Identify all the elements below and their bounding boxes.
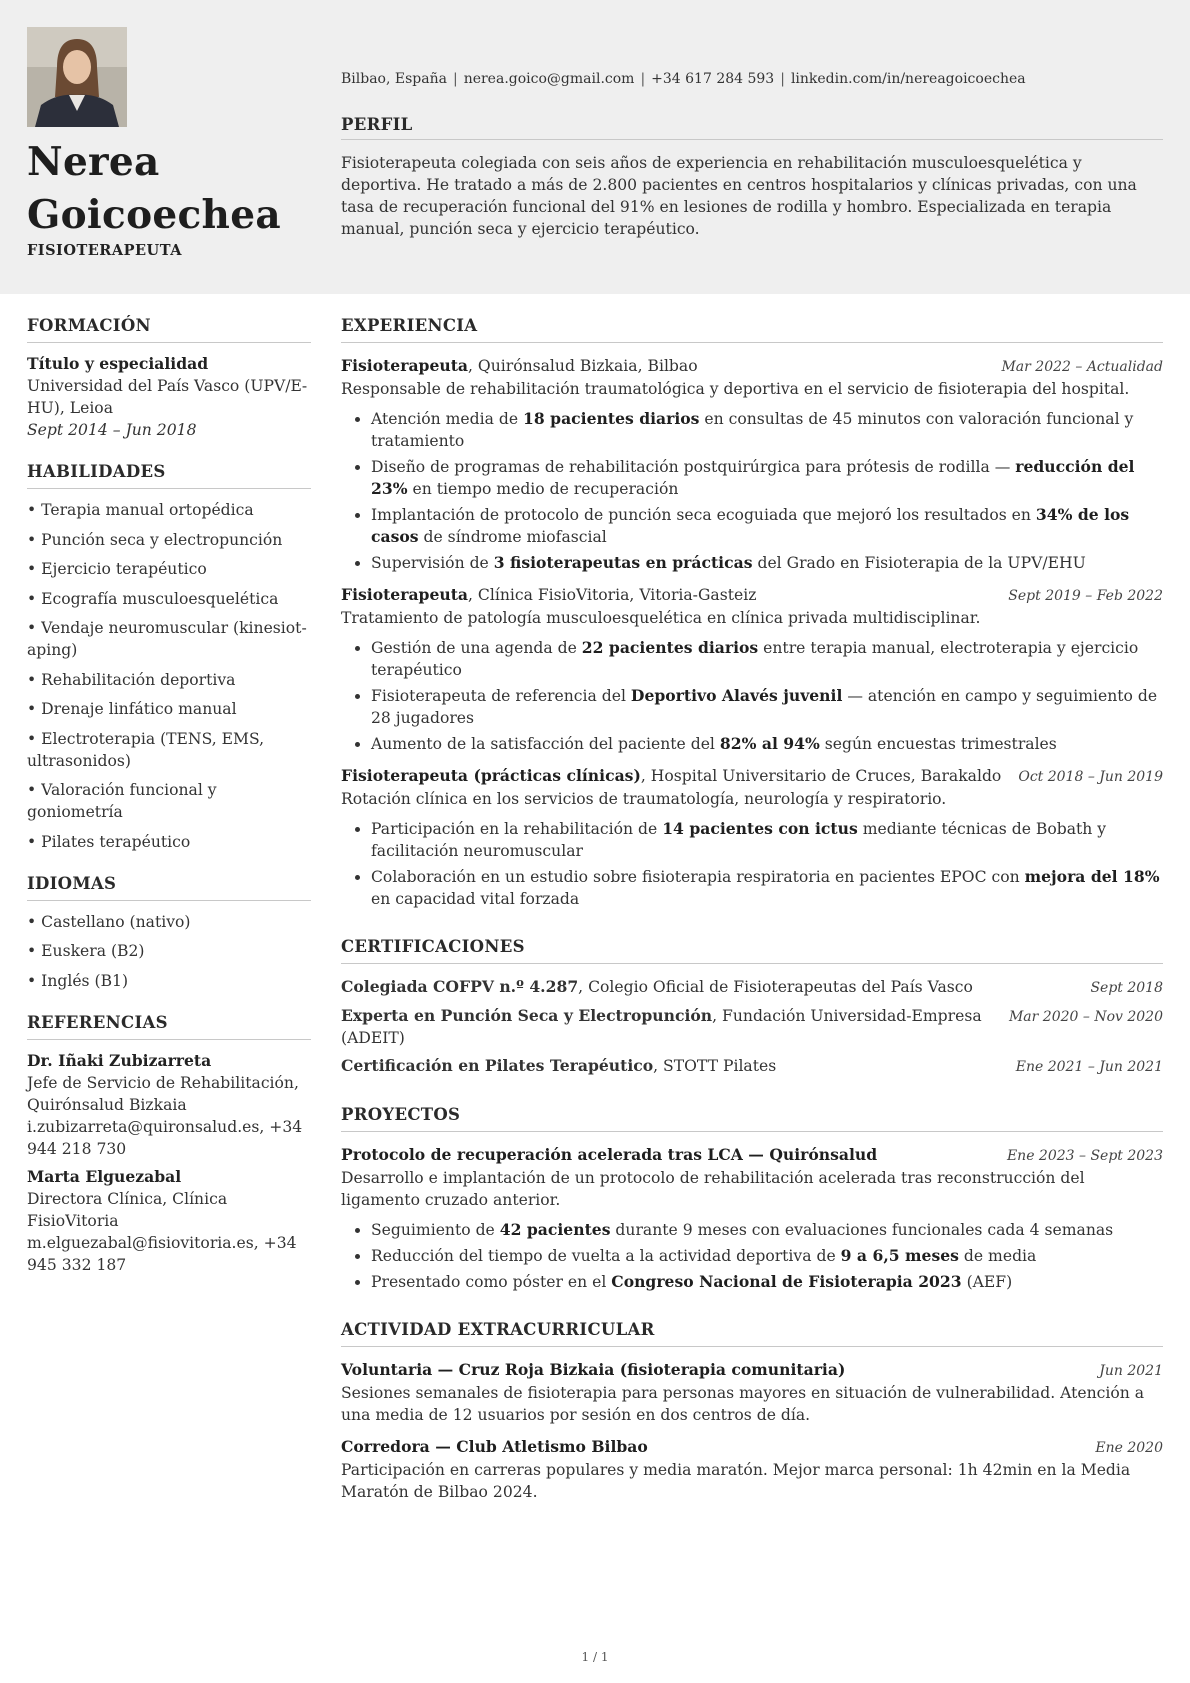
experiencia-title: EXPERIENCIA (341, 315, 1163, 343)
project-bullet: • Presentado como póster en el Congreso Nacional de Fisioterapia 2023 (AEF) (371, 1271, 1163, 1293)
name-first: Nerea (27, 139, 160, 185)
job-bullets (341, 408, 1163, 574)
job-title: FISIOTERAPEUTA (27, 242, 182, 259)
formacion-title: FORMACIÓN (27, 315, 311, 343)
contact-location: Bilbao, España (341, 71, 447, 87)
skill-item: • Punción seca y electropunción (27, 529, 311, 551)
reference-position: Jefe de Servicio de Rehabilitación, Quirónsalud Bizkaia (27, 1073, 299, 1114)
project-entry (341, 1144, 1163, 1293)
perfil-section (341, 115, 1163, 240)
cert-dates: Ene 2021 – Jun 2021 (1015, 1059, 1163, 1075)
skill-item: • Pilates terapéutico (27, 831, 311, 853)
activity-dates: Ene 2020 (1095, 1440, 1163, 1456)
job-bullets (341, 818, 1163, 910)
contact-separator: | (452, 71, 458, 87)
portrait-image (27, 27, 127, 127)
skill-item: • Drenaje linfático manual (27, 698, 311, 720)
contact-phone[interactable]: +34 617 284 593 (651, 71, 775, 87)
job-dates: Mar 2022 – Actualidad (1001, 359, 1163, 375)
languages-list (27, 911, 311, 992)
job-bullet: • Participación en la rehabilitación de 14 pacientes con ictus mediante técnicas de Bobath y facilitación neuromuscular (371, 818, 1163, 862)
project-dates: Ene 2023 – Sept 2023 (1006, 1148, 1163, 1164)
job-org: , Clínica FisioVitoria, Vitoria-Gasteiz (468, 586, 757, 604)
job-role: Fisioterapeuta (prácticas clínicas) (341, 766, 641, 785)
idiomas-title: IDIOMAS (27, 873, 311, 901)
proyectos-section (341, 1104, 1163, 1293)
project-bullet: • Reducción del tiempo de vuelta a la actividad deportiva de 9 a 6,5 meses de media (371, 1245, 1163, 1267)
page-number: 1 / 1 (581, 1650, 609, 1664)
language-item: • Castellano (nativo) (27, 911, 311, 933)
certificaciones-title: CERTIFICACIONES (341, 936, 1163, 964)
certificaciones-section (341, 936, 1163, 1078)
contact-separator: | (640, 71, 646, 87)
job-bullet: • Gestión de una agenda de 22 pacientes diarios entre terapia manual, electroterapia y ejercicio terapéutico (371, 637, 1163, 681)
skill-item: • Vendaje neuromuscular (kinesiotaping) (27, 617, 311, 661)
job-bullet: • Implantación de protocolo de punción seca ecoguiada que mejoró los resultados en 34% de los casos de síndrome miofascial (371, 504, 1163, 548)
skills-list (27, 499, 311, 853)
reference-contact[interactable]: m.elguezabal@fisiovitoria.es, +34 945 332 187 (27, 1233, 297, 1274)
job-role: Fisioterapeuta (341, 585, 469, 604)
cert-dates: Sept 2018 (1090, 980, 1163, 996)
extracurricular-title: ACTIVIDAD EXTRACURRICULAR (341, 1319, 1163, 1347)
reference-item (27, 1166, 311, 1276)
activity-dates: Jun 2021 (1099, 1363, 1163, 1379)
skill-item: • Valoración funcional y goniometría (27, 779, 311, 823)
reference-position: Directora Clínica, Clínica FisioVitoria (27, 1189, 228, 1230)
cert-item (341, 976, 1163, 999)
project-title: Protocolo de recuperación acelerada tras LCA — Quirónsalud (341, 1145, 878, 1164)
job-entry (341, 765, 1163, 910)
cert-item (341, 1005, 1163, 1049)
job-summary: Responsable de rehabilitación traumatológica y deportiva en el servicio de fisioterapia del hospital. (341, 380, 1130, 398)
activity-entry (341, 1436, 1163, 1503)
skill-item: • Ecografía musculoesquelética (27, 588, 311, 610)
experiencia-section (341, 315, 1163, 910)
left-column (27, 315, 311, 1296)
job-bullet: • Colaboración en un estudio sobre fisioterapia respiratoria en pacientes EPOC con mejora del 18% en capacidad vital forzada (371, 866, 1163, 910)
skill-item: • Ejercicio terapéutico (27, 558, 311, 580)
contact-linkedin[interactable]: linkedin.com/in/nereagoicoechea (790, 71, 1026, 87)
job-entry (341, 584, 1163, 755)
skill-item: • Electroterapia (TENS, EMS, ultrasonidos) (27, 728, 311, 772)
cert-issuer: , Colegio Oficial de Fisioterapeutas del País Vasco (578, 978, 973, 996)
language-item: • Inglés (B1) (27, 970, 311, 992)
formacion-section (27, 315, 311, 441)
candidate-name (27, 136, 281, 242)
cert-item (341, 1055, 1163, 1078)
cert-name: Colegiada COFPV n.º 4.287 (341, 977, 579, 996)
cert-issuer: , STOTT Pilates (653, 1057, 777, 1075)
perfil-text: Fisioterapeuta colegiada con seis años de experiencia en rehabilitación musculoesquelética y deportiva. He tratado a más de 2.800 pacientes en centros hospitalarios y clínicas privadas, con una tasa de recuperación funcional del 91% en lesiones de rodilla y hombro. Especializada en terapia manual, punción seca y ejercicio terapéutico. (341, 154, 1137, 238)
skill-item: • Terapia manual ortopédica (27, 499, 311, 521)
activity-text: Sesiones semanales de fisioterapia para personas mayores en situación de vulnerabilidad. Atención a una media de 12 usuarios por sesión en dos centros de día. (341, 1384, 1145, 1424)
job-org: , Hospital Universitario de Cruces, Barakaldo (640, 767, 1002, 785)
reference-contact[interactable]: i.zubizarreta@quironsalud.es, +34 944 218 730 (27, 1117, 303, 1158)
job-bullet: • Fisioterapeuta de referencia del Deportivo Alavés juvenil — atención en campo y seguimiento de 28 jugadores (371, 685, 1163, 729)
job-dates: Oct 2018 – Jun 2019 (1018, 769, 1163, 785)
contact-separator: | (780, 71, 785, 87)
job-entry (341, 355, 1163, 574)
job-bullet: • Supervisión de 3 fisioterapeutas en prácticas del Grado en Fisioterapia de la UPV/EHU (371, 552, 1163, 574)
language-item: • Euskera (B2) (27, 940, 311, 962)
referencias-section (27, 1012, 311, 1276)
reference-item (27, 1050, 311, 1160)
activity-text: Participación en carreras populares y media maratón. Mejor marca personal: 1h 42min en la Media Maratón de Bilbao 2024. (341, 1461, 1131, 1501)
reference-name: Dr. Iñaki Zubizarreta (27, 1050, 212, 1070)
job-bullet: • Diseño de programas de rehabilitación postquirúrgica para prótesis de rodilla — reducción del 23% en tiempo medio de recuperación (371, 456, 1163, 500)
referencias-title: REFERENCIAS (27, 1012, 311, 1040)
job-org: , Quirónsalud Bizkaia, Bilbao (468, 357, 698, 375)
extracurricular-section (341, 1319, 1163, 1503)
contact-line (341, 71, 1026, 87)
activity-title: Corredora — Club Atletismo Bilbao (341, 1437, 648, 1456)
degree-school: Universidad del País Vasco (UPV/EHU), Leioa (27, 377, 308, 417)
job-dates: Sept 2019 – Feb 2022 (1008, 588, 1163, 604)
cert-name: Certificación en Pilates Terapéutico (341, 1056, 654, 1075)
name-last: Goicoechea (27, 192, 281, 238)
reference-name: Marta Elguezabal (27, 1166, 182, 1186)
job-bullets (341, 637, 1163, 755)
skill-item: • Rehabilitación deportiva (27, 669, 311, 691)
contact-email[interactable]: nerea.goico@gmail.com (463, 71, 635, 87)
profile-photo (27, 27, 127, 127)
cert-issuer: , Fundación Universidad-Empresa (ADEIT) (341, 1007, 982, 1047)
cert-dates: Mar 2020 – Nov 2020 (1008, 1009, 1163, 1025)
degree-title: Título y especialidad (27, 354, 209, 373)
habilidades-section (27, 461, 311, 853)
habilidades-title: HABILIDADES (27, 461, 311, 489)
right-column (341, 315, 1163, 1529)
proyectos-title: PROYECTOS (341, 1104, 1163, 1132)
degree-dates: Sept 2014 – Jun 2018 (27, 421, 197, 439)
job-summary: Rotación clínica en los servicios de traumatología, neurología y respiratorio. (341, 790, 947, 808)
activity-entry (341, 1359, 1163, 1426)
perfil-title: PERFIL (341, 115, 1163, 140)
project-bullet: • Seguimiento de 42 pacientes durante 9 meses con evaluaciones funcionales cada 4 semanas (371, 1219, 1163, 1241)
project-bullets (341, 1219, 1163, 1293)
project-summary: Desarrollo e implantación de un protocolo de rehabilitación acelerada tras reconstrucción del ligamento cruzado anterior. (341, 1169, 1085, 1209)
activity-title: Voluntaria — Cruz Roja Bizkaia (fisioterapia comunitaria) (341, 1360, 846, 1379)
idiomas-section (27, 873, 311, 992)
cert-name: Experta en Punción Seca y Electropunción (341, 1006, 713, 1025)
job-bullet: • Aumento de la satisfacción del paciente del 82% al 94% según encuestas trimestrales (371, 733, 1163, 755)
job-role: Fisioterapeuta (341, 356, 469, 375)
job-summary: Tratamiento de patología musculoesquelética en clínica privada multidisciplinar. (341, 609, 981, 627)
job-bullet: • Atención media de 18 pacientes diarios en consultas de 45 minutos con valoración funcional y tratamiento (371, 408, 1163, 452)
